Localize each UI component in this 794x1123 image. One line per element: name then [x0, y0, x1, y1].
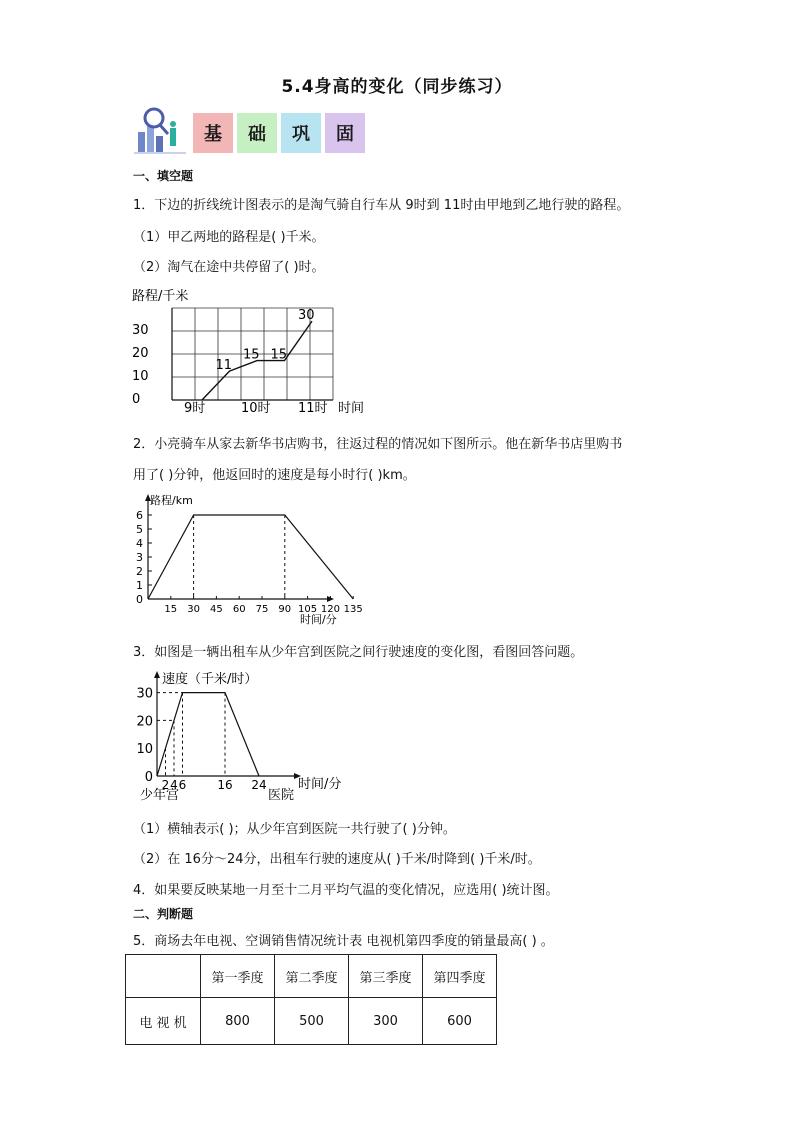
- banner-tile: 固: [325, 113, 365, 153]
- x-tick-label: 75: [255, 604, 269, 615]
- y-tick-label: 2: [136, 565, 143, 578]
- y-tick-label: 10: [136, 742, 153, 758]
- y-axis-label: 路程/千米: [132, 289, 189, 304]
- banner-tile: 基: [193, 113, 233, 153]
- table-header-cell: 第二季度: [275, 955, 349, 998]
- start-label: 少年宫: [140, 788, 180, 803]
- y-tick-label: 6: [136, 509, 143, 522]
- x-tick-label: 15: [164, 604, 178, 615]
- x-tick-label: 16: [217, 778, 233, 792]
- question-3-stem: 3．如图是一辆出租车从少年宫到医院之间行驶速度的变化图，看图回答问题。: [133, 645, 584, 660]
- x-tick-label: 30: [187, 604, 200, 615]
- page-title: 5.4身高的变化（同步练习）: [281, 77, 513, 97]
- x-tick-label: 105: [298, 604, 318, 615]
- question-3-part-1: （1）横轴表示( )；从少年宫到医院一共行驶了( )分钟。: [133, 822, 456, 837]
- data-label: 11: [215, 358, 233, 374]
- y-tick-label: 0: [132, 392, 141, 407]
- banner-tile: 础: [237, 113, 277, 153]
- x-tick-label: 10时: [241, 401, 271, 416]
- series-line: [148, 515, 353, 599]
- table-header-cell: 第一季度: [201, 955, 275, 998]
- section-heading-judge: 二、判断题: [133, 907, 194, 921]
- end-label: 医院: [268, 788, 295, 803]
- x-tick-label: 60: [232, 604, 246, 615]
- y-tick-label: 0: [136, 593, 143, 606]
- data-label: 15: [243, 347, 260, 363]
- table-cell: 800: [201, 998, 275, 1045]
- magnifier-chart-icon: [132, 104, 192, 156]
- y-tick-label: 0: [144, 770, 153, 785]
- y-tick-label: 20: [132, 346, 149, 361]
- y-tick-label: 1: [136, 579, 143, 592]
- table-cell: 300: [349, 998, 423, 1045]
- y-tick-label: 20: [136, 714, 153, 730]
- x-tick-label: 11时: [298, 401, 328, 416]
- x-tick-label: 4: [170, 778, 178, 792]
- x-axis-label: 时间: [338, 401, 365, 416]
- y-tick-label: 30: [132, 323, 149, 338]
- table-header-cell: 第三季度: [349, 955, 423, 998]
- table-cell: [126, 955, 201, 998]
- x-tick-label: 135: [343, 604, 363, 615]
- question-4-stem: 4．如果要反映某地一月至十二月平均气温的变化情况，应选用( )统计图。: [133, 883, 559, 898]
- section-heading-fill: 一、填空题: [133, 169, 194, 183]
- series-line: [157, 693, 259, 776]
- x-tick-label: 45: [210, 604, 223, 615]
- question-1-part-2: （2）淘气在途中共停留了( )时。: [133, 260, 325, 275]
- question-5-stem: 5．商场去年电视、空调销售情况统计表 电视机第四季度的销量最高( ) 。: [133, 934, 554, 949]
- x-tick-label: 90: [278, 604, 292, 615]
- x-tick-label: 2: [161, 778, 170, 792]
- banner-tile: 巩: [281, 113, 321, 153]
- y-tick-label: 30: [136, 686, 153, 702]
- question-1-stem: 1．下边的折线统计图表示的是淘气骑自行车从 9时到 11时由甲地到乙地行驶的路程。: [133, 198, 630, 213]
- y-tick-label: 3: [136, 551, 143, 564]
- question-2-line-1: 2．小亮骑车从家去新华书店购书，往返过程的情况如下图所示。他在新华书店里购书: [133, 437, 623, 452]
- q3-line-chart: [136, 665, 356, 805]
- sales-table: [125, 954, 497, 1045]
- question-2-line-2: 用了( )分钟，他返回时的速度是每小时行( )km。: [133, 468, 416, 483]
- question-1-part-1: （1）甲乙两地的路程是( )千米。: [133, 230, 325, 245]
- table-cell: 600: [423, 998, 497, 1045]
- y-tick-label: 10: [132, 369, 149, 384]
- x-tick-label: 24: [251, 778, 267, 792]
- table-header-cell: 第四季度: [423, 955, 497, 998]
- x-axis-label: 时间/分: [300, 613, 337, 626]
- y-tick-label: 4: [136, 537, 143, 550]
- table-row: [126, 998, 497, 1045]
- x-tick-label: 120: [320, 604, 340, 615]
- x-axis-label: 时间/分: [298, 777, 342, 792]
- q2-line-chart: [130, 490, 363, 628]
- y-axis-label: 路程/km: [150, 494, 193, 507]
- data-label: 30: [298, 308, 315, 324]
- section-banner: [193, 113, 365, 153]
- x-tick-label: 9时: [184, 401, 206, 416]
- x-tick-label: 6: [178, 778, 187, 792]
- question-3-part-2: （2）在 16分～24分，出租车行驶的速度从( )千米/时降到( )千米/时。: [133, 852, 541, 867]
- y-axis-label: 速度（千米/时）: [162, 672, 258, 687]
- q1-line-chart: [126, 284, 386, 418]
- data-label: 15: [270, 347, 288, 363]
- table-cell: 500: [275, 998, 349, 1045]
- y-tick-label: 5: [136, 523, 143, 536]
- row-label-cell: 电 视 机: [126, 998, 201, 1045]
- table-header-row: [126, 955, 497, 998]
